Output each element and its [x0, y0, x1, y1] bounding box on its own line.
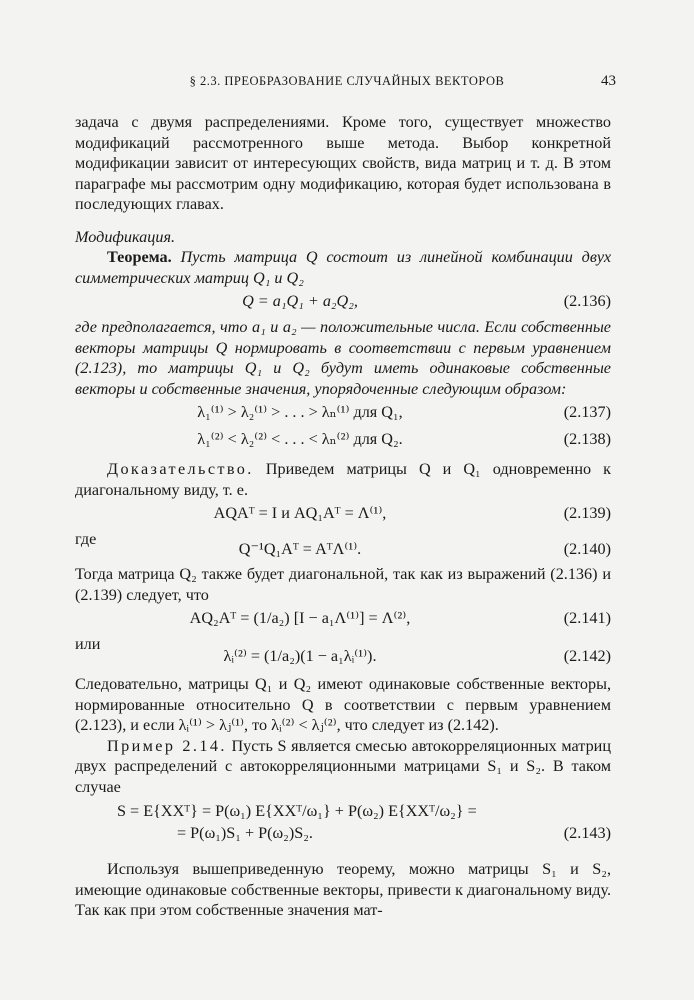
equation-formula: AQ₂Aᵀ = (1/a₂) [I − a₁Λ⁽¹⁾] = Λ⁽²⁾, [189, 609, 411, 627]
equation-line-2: = P(ω₁)S₁ + P(ω₂)S₂. [177, 824, 313, 842]
page-body [75, 112, 611, 921]
paragraph-consequently: Следовательно, матрицы Q₁ и Q₂ имеют одинаковые собственные векторы, нормированные относительно Q в соответствии с первым уравнением (2.123), и если λᵢ⁽¹⁾ > λⱼ⁽¹⁾, то λᵢ⁽²⁾ < λⱼ⁽²⁾, что следует из (2.142). [75, 675, 611, 734]
equation-formula: λᵢ⁽²⁾ = (1/a₂)(1 − a₁λᵢ⁽¹⁾). [223, 647, 377, 665]
equation-number: (2.137) [563, 403, 611, 421]
section-title: § 2.3. ПРЕОБРАЗОВАНИЕ СЛУЧАЙНЫХ ВЕКТОРОВ [189, 74, 505, 88]
equation-number: (2.140) [563, 540, 611, 558]
where-word: где [75, 530, 97, 548]
equation-2-143 [75, 801, 611, 847]
equation-number: (2.139) [563, 504, 611, 522]
proof-label: Доказательство. [107, 460, 254, 478]
equation-number: (2.143) [563, 824, 611, 842]
running-header [0, 70, 694, 94]
equation-2-142 [75, 634, 611, 668]
equation-2-140 [75, 529, 611, 558]
paragraph-intro: задача с двумя распределениями. Кроме того, существует множество модификаций рассмотренного выше метода. Выбор конкретной модификации зависит от интересующих свойств, вида матриц и т. д. В этом параграфе мы рассмотрим одну модификацию, которая будет использована в последующих главах. [75, 113, 611, 213]
or-word: или [75, 635, 101, 653]
equation-line-1: S = E{XXᵀ} = P(ω₁) E{XXᵀ/ω₁} + P(ω₂) E{XXᵀ/ω₂} = [117, 802, 477, 820]
theorem-paragraph [75, 247, 611, 288]
proof-text: Приведем матрицы Q и Q₁ одновременно к диагональному виду, т. е. [75, 460, 611, 499]
equation-number: (2.136) [563, 292, 611, 310]
equation-2-139 [75, 503, 611, 526]
page-number: 43 [601, 73, 616, 89]
example-label: Пример 2.14. [107, 736, 227, 755]
paragraph-then: Тогда матрица Q₂ также будет диагональной, так как из выражений (2.136) и (2.139) следует, что [75, 565, 611, 604]
equation-formula: Q⁻¹Q₁Aᵀ = AᵀΛ⁽¹⁾. [238, 540, 362, 558]
equation-formula: AQAᵀ = I и AQ₁Aᵀ = Λ⁽¹⁾, [213, 504, 387, 522]
equation-formula: Q = a₁Q₁ + a₂Q₂, [242, 292, 358, 310]
modification-heading: Модификация. [75, 227, 176, 246]
theorem-text-1: Пусть матрица Q состоит из линейной комбинации двух симметрических матриц Q₁ и Q₂ [75, 248, 612, 287]
equation-formula: λ₁⁽¹⁾ > λ₂⁽¹⁾ > . . . > λₙ⁽¹⁾ для Q₁, [197, 403, 403, 421]
theorem-text-2: где предполагается, что a₁ и a₂ — положительные числа. Если собственные векторы матрицы Q нормировать в соответствии с первым уравнением (2.123), то матрицы Q₁ и Q₂ будут иметь одинаковые собственные векторы и собственные значения, упорядоченные следующим образом: [75, 318, 611, 398]
equation-2-137 [75, 402, 611, 426]
equation-number: (2.138) [563, 430, 611, 448]
equation-2-138 [75, 429, 611, 453]
proof-paragraph [75, 459, 611, 500]
paragraph-final: Используя вышеприведенную теорему, можно матрицы S₁ и S₂, имеющие одинаковые собственные векторы, привести к диагональному виду. Так как при этом собственные значения мат- [75, 860, 611, 919]
example-text: Пусть S является смесью автокорреляционных матриц двух распределений с автокорреляционными матрицами S₁ и S₂. В таком случае [75, 736, 611, 796]
equation-number: (2.142) [563, 647, 611, 665]
equation-2-141 [75, 608, 611, 631]
theorem-label: Теорема. [107, 248, 172, 266]
example-paragraph [75, 736, 611, 798]
equation-2-136 [75, 291, 611, 314]
equation-number: (2.141) [563, 609, 611, 627]
equation-formula: λ₁⁽²⁾ < λ₂⁽²⁾ < . . . < λₙ⁽²⁾ для Q₂. [197, 430, 403, 448]
